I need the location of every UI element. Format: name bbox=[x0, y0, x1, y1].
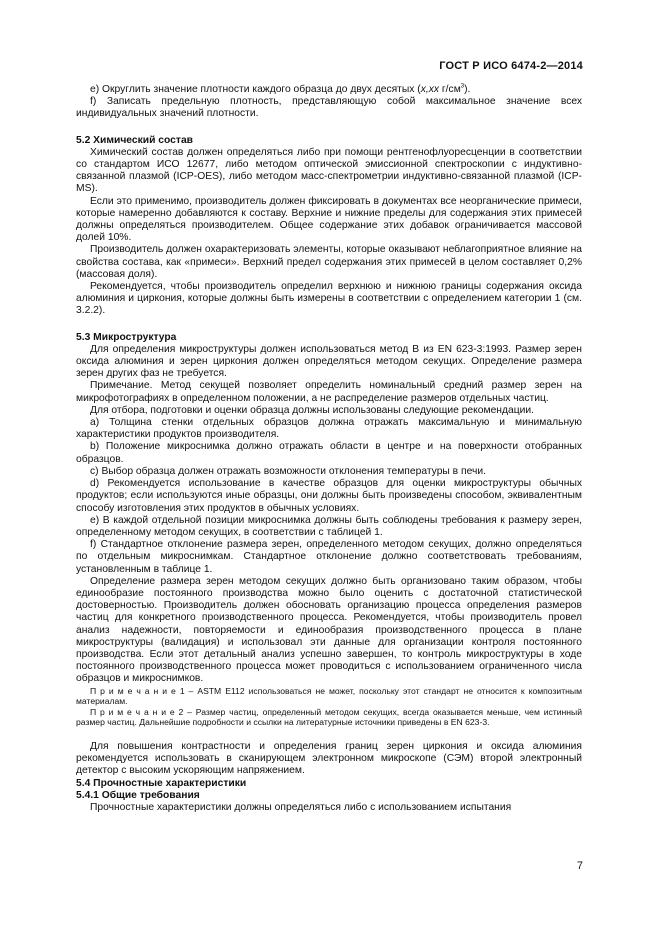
section-5-2-paragraph-2: Если это применимо, производитель должен фиксировать в документах все неорганические примеси, которые намеренно добавляются к составу. Верхние и нижние пределы для содержания этих примесей должны определяться производителем. Общее содержание этих добавок ограничивается массовой долей 10%. bbox=[76, 195, 582, 244]
section-5-2-title: 5.2 Химический состав bbox=[76, 134, 193, 146]
document-header: ГОСТ Р ИСО 6474-2—2014 bbox=[439, 60, 583, 72]
list-item-d: d) Рекомендуется использование в качестве образцов для оценки микроструктуры обычных продуктов; если используются иные образцы, они должны быть произведены способом, эквивалентным способу изготовления этих продуктов в обычных условиях. bbox=[76, 478, 582, 514]
paragraph-e bbox=[76, 84, 582, 96]
density-unit-exponent: 3 bbox=[460, 83, 465, 90]
density-format: x,xx bbox=[420, 84, 440, 95]
density-unit: г/см bbox=[439, 84, 461, 95]
section-5-4-1-title: 5.4.1 Общие требования bbox=[76, 789, 200, 801]
section-5-3-paragraph-3: Для отбора, подготовки и оценки образца должны использованы следующие рекомендации. bbox=[90, 404, 534, 416]
section-5-3-paragraph-1: Для определения микроструктуры должен использоваться метод В из EN 623-3:1993. Размер зерен оксида алюминия и зерен циркония должен определяться методом секущих. Определение размера зерен других фаз не требуется. bbox=[76, 343, 582, 380]
section-5-4-1-paragraph-1: Прочностные характеристики должны определяться либо с использованием испытания bbox=[90, 801, 512, 813]
list-item-f: f) Стандартное отклонение размера зерен, определенного методом секущих, должно определяться по отдельным микроснимкам. Стандартное отклонение должно соответствовать требованиям, установленным в таблице 1. bbox=[76, 539, 582, 575]
section-5-3-remark: Примечание. Метод секущей позволяет определить номинальный средний размер зерен на микрофотографиях в определенном положении, а не распределение размеров отдельных частиц. bbox=[76, 380, 582, 404]
paragraph-e-text: е) Округлить значение плотности каждого образца до двух десятых ( bbox=[90, 84, 421, 95]
section-5-2-paragraph-1: Химический состав должен определяться либо при помощи рентгенофлуоресценции в соответствии со стандартом ИСО 12677, либо методом оптической эмиссионной спектроскопии с индуктивно-связанной плазмой (ICP-OES), либо методом масс-спектрометрии индуктивно-связанной плазмой (ICP-MS). bbox=[76, 146, 582, 195]
document-body bbox=[76, 84, 582, 814]
list-item-b: b) Положение микроснимка должно отражать области в центре и на поверхности отобранных образцов. bbox=[76, 441, 582, 465]
section-5-2-paragraph-3: Производитель должен охарактеризовать элементы, которые оказывают неблагоприятное влияние на свойства состава, как «примеси». Верхний предел содержания этих примесей в целом составляет 0,2% (массовая доля). bbox=[76, 244, 582, 280]
section-5-3-paragraph-5: Для повышения контрастности и определения границ зерен циркония и оксида алюминия рекомендуется использовать в сканирующем электронном микроскопе (СЭМ) второй электронный детектор с высоким ускоряющим напряжением. bbox=[76, 740, 582, 777]
list-item-e: е) В каждой отдельной позиции микроснимка должны быть соблюдены требования к размеру зерен, определенному методом секущих, в соответствии с таблицей 1. bbox=[76, 514, 582, 538]
paragraph-f: f) Записать предельную плотность, представляющую собой максимальное значение всех индивидуальных значений плотности. bbox=[76, 96, 582, 120]
note-2: П р и м е ч а н и е 2 – Размер частиц, определенный методом секущих, всегда оказывается меньше, чем истинный размер частиц. Дальнейшие подробности и ссылки на литературные источники приведены в EN 623-3. bbox=[76, 706, 582, 728]
section-5-3-title: 5.3 Микроструктура bbox=[76, 331, 177, 343]
page-number: 7 bbox=[576, 860, 583, 872]
section-5-2-paragraph-4: Рекомендуется, чтобы производитель определил верхнюю и нижнюю границы содержания оксида алюминия и циркония, которые должны быть измерены в соответствии с определением категории 1 (см. 3.2.2). bbox=[76, 281, 582, 317]
note-1: П р и м е ч а н и е 1 – ASTM E112 использоваться не может, поскольку этот стандарт не относится к композитным материалам. bbox=[76, 685, 582, 707]
section-5-4-title: 5.4 Прочностные характеристики bbox=[76, 777, 247, 789]
section-5-3-paragraph-4: Определение размера зерен методом секущих должно быть организовано таким образом, чтобы единообразие постоянного производства можно было оценить с достаточной статистической достоверностью. Производитель должен обосновать организацию процесса определения размеров частиц для конкретного производственного процесса. Рекомендуется, чтобы производитель провел анализ надежности, повторяемости и единообразия производственного процесса в плане микроструктуры (валидация) и использовал эти данные для организации контроля постоянного производства. Если этот детальный анализ успешно завершен, то контроль микроструктуры в ходе постоянного производственного процесса может проводиться с использованием ограниченного числа образцов и микроснимков. bbox=[76, 575, 582, 685]
list-item-a: а) Толщина стенки отдельных образцов должна отражать максимальную и минимальную характеристики продуктов производителя. bbox=[76, 417, 582, 441]
paragraph-e-end: ). bbox=[464, 84, 471, 95]
list-item-c: с) Выбор образца должен отражать возможности отклонения температуры в печи. bbox=[90, 465, 486, 477]
